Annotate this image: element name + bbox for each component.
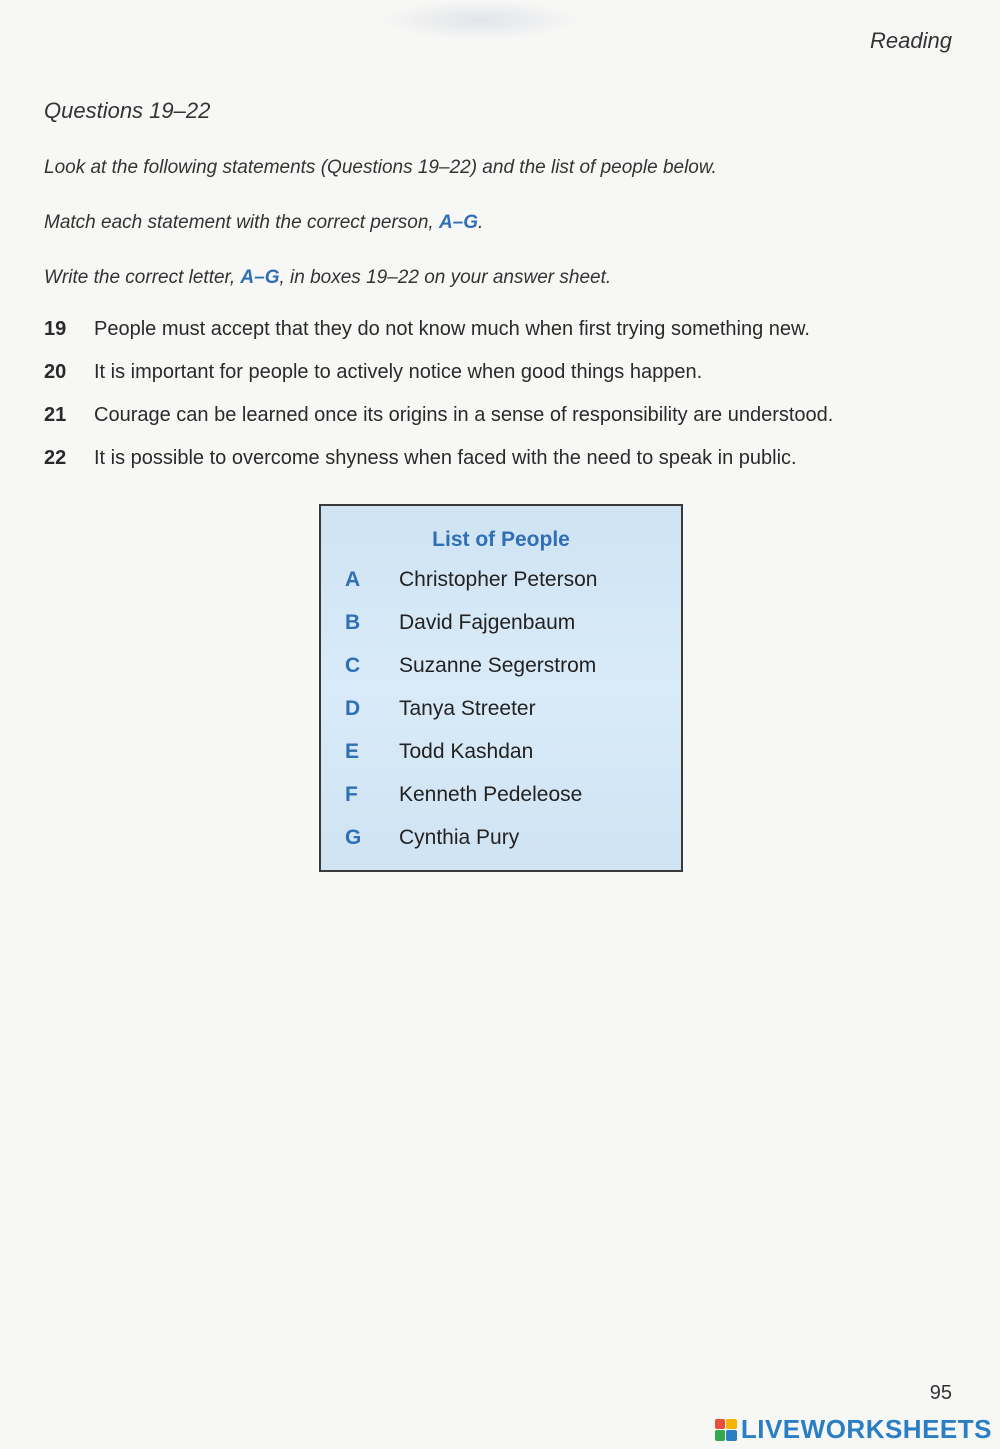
statement-19 bbox=[44, 318, 974, 361]
brand-text: LIVEWORKSHEETS bbox=[740, 1414, 992, 1444]
statement-text: People must accept that they do not know much when first trying something new. bbox=[94, 318, 810, 340]
liveworksheets-brand[interactable] bbox=[715, 1414, 992, 1445]
instruction-match-range: A–G bbox=[438, 212, 479, 233]
instruction-write-pre: Write the correct letter, bbox=[44, 267, 241, 288]
person-name: Kenneth Pedeleose bbox=[399, 783, 583, 806]
statement-number: 22 bbox=[44, 447, 67, 469]
person-letter: A bbox=[345, 568, 361, 591]
instruction-match-pre: Match each statement with the correct person, bbox=[44, 212, 439, 233]
person-letter: B bbox=[345, 611, 361, 634]
person-name: Suzanne Segerstrom bbox=[399, 654, 597, 677]
statement-text: It is possible to overcome shyness when faced with the need to speak in public. bbox=[94, 447, 797, 469]
scan-smudge bbox=[380, 0, 580, 40]
person-g bbox=[345, 826, 597, 869]
instruction-match-post: . bbox=[478, 212, 484, 233]
page-number: 95 bbox=[929, 1382, 952, 1404]
person-letter: F bbox=[345, 783, 358, 806]
person-letter: D bbox=[345, 697, 361, 720]
person-a bbox=[345, 568, 597, 611]
person-name: Tanya Streeter bbox=[399, 697, 536, 720]
statement-text: It is important for people to actively notice when good things happen. bbox=[94, 361, 703, 383]
people-box-title: List of People bbox=[432, 528, 570, 551]
instruction-write bbox=[44, 267, 611, 289]
instruction-write-post: , in boxes 19–22 on your answer sheet. bbox=[279, 267, 612, 288]
person-name: Todd Kashdan bbox=[399, 740, 534, 763]
running-head: Reading bbox=[870, 28, 952, 53]
liveworksheets-logo-icon bbox=[715, 1419, 737, 1441]
instruction-look: Look at the following statements (Questions 19–22) and the list of people below. bbox=[44, 157, 717, 178]
instruction-write-range: A–G bbox=[240, 267, 280, 288]
statement-20 bbox=[44, 361, 974, 404]
person-name: Cynthia Pury bbox=[399, 826, 520, 849]
statement-number: 19 bbox=[44, 318, 67, 340]
statement-text: Courage can be learned once its origins in a sense of responsibility are understood. bbox=[94, 404, 834, 426]
person-name: Christopher Peterson bbox=[399, 568, 598, 591]
list-of-people-box bbox=[319, 504, 683, 872]
questions-title: Questions 19–22 bbox=[44, 98, 211, 123]
statement-number: 20 bbox=[44, 361, 67, 383]
statement-list bbox=[44, 318, 974, 490]
person-b bbox=[345, 611, 597, 654]
statement-number: 21 bbox=[44, 404, 67, 426]
people-list bbox=[345, 568, 597, 869]
person-c bbox=[345, 654, 597, 697]
instruction-match bbox=[44, 212, 483, 234]
person-d bbox=[345, 697, 597, 740]
statement-22 bbox=[44, 447, 974, 490]
person-name: David Fajgenbaum bbox=[399, 611, 576, 634]
statement-21 bbox=[44, 404, 974, 447]
person-e bbox=[345, 740, 597, 783]
person-letter: G bbox=[345, 826, 362, 849]
person-letter: C bbox=[345, 654, 361, 677]
person-f bbox=[345, 783, 597, 826]
person-letter: E bbox=[345, 740, 360, 763]
